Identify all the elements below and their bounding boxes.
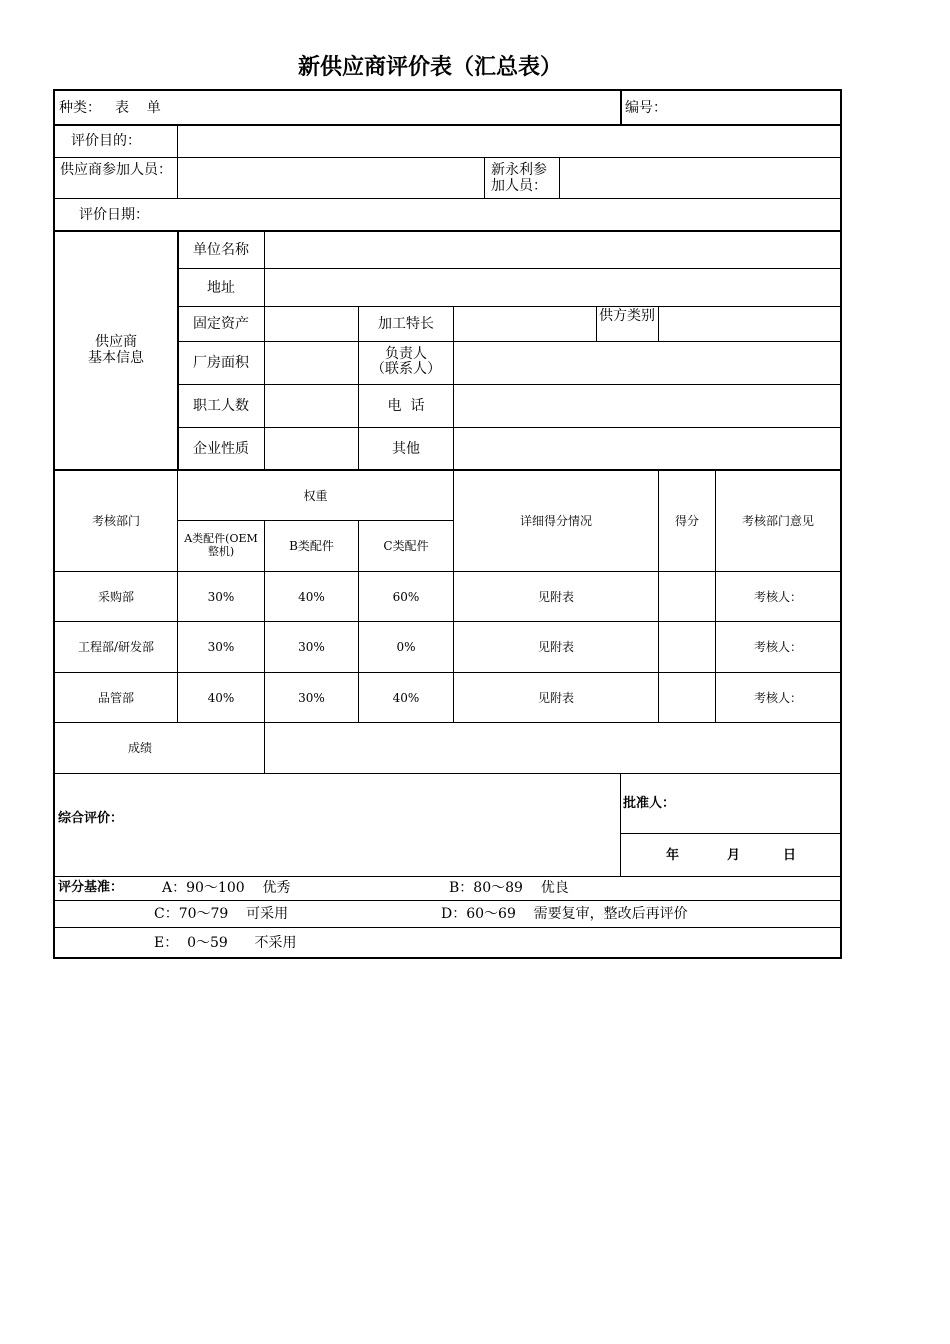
basic-info-section-label: 供应商 基本信息 <box>88 334 144 366</box>
col-b-header: B类配件 <box>289 539 334 553</box>
contact-person-label: 负责人 （联系人） <box>371 346 441 377</box>
date-day: 日 <box>783 848 797 863</box>
table-row-opinion: 考核人： <box>753 640 802 654</box>
dept-header: 考核部门 <box>91 514 140 528</box>
table-row-opinion: 考核人： <box>753 590 802 604</box>
date-month: 月 <box>727 848 741 863</box>
table-row-a: 30% <box>207 590 235 604</box>
evaluation-form <box>53 89 842 959</box>
result-label: 成绩 <box>127 741 152 755</box>
eval-date-label: 评价日期： <box>79 207 149 223</box>
other-label: 其他 <box>392 441 420 457</box>
table-row-detail: 见附表 <box>537 590 574 604</box>
fixed-assets-label: 固定资产 <box>193 316 249 332</box>
overall-label: 综合评价： <box>58 811 124 826</box>
processing-specialty-label: 加工特长 <box>378 316 434 332</box>
table-row-c: 0% <box>396 640 416 654</box>
number-label: 编号： <box>625 100 667 116</box>
detail-header: 详细得分情况 <box>519 514 592 528</box>
weight-header: 权重 <box>303 489 328 503</box>
table-row-b: 30% <box>298 640 325 654</box>
criteria-c: C：70～79 可采用 <box>154 906 289 922</box>
category-label: 种类： <box>59 100 101 116</box>
date-year: 年 <box>666 848 680 863</box>
approver-label: 批准人： <box>623 796 676 811</box>
table-row-c: 40% <box>392 691 420 705</box>
table-row-b: 30% <box>298 691 325 705</box>
criteria-a: A：90～100 优秀 <box>162 880 291 896</box>
opinion-header: 考核部门意见 <box>741 514 814 528</box>
criteria-e: E： 0～59 不采用 <box>154 935 297 951</box>
unit-name-label: 单位名称 <box>193 242 249 258</box>
supplier-type-label: 供方类别 <box>599 308 655 324</box>
table-row-dept: 工程部/研发部 <box>77 640 155 654</box>
score-header: 得分 <box>674 514 699 528</box>
address-label: 地址 <box>207 280 235 296</box>
employees-label: 职工人数 <box>193 398 249 414</box>
enterprise-nature-label: 企业性质 <box>193 441 249 457</box>
table-row-dept: 采购部 <box>97 590 134 604</box>
col-c-header: C类配件 <box>383 539 429 553</box>
col-a-header: A类配件(OEM整机) <box>184 532 258 558</box>
table-row-opinion: 考核人： <box>753 691 802 705</box>
purpose-label: 评价目的： <box>71 133 141 149</box>
table-row-a: 30% <box>207 640 235 654</box>
category-value: 表 单 <box>115 100 161 116</box>
company-participants-label: 新永利参加人员： <box>491 162 547 194</box>
plant-area-label: 厂房面积 <box>193 355 249 371</box>
criteria-label: 评分基准： <box>58 880 124 895</box>
table-row-a: 40% <box>207 691 235 705</box>
criteria-d: D：60～69 需要复审，整改后再评价 <box>441 906 688 922</box>
table-row-c: 60% <box>392 590 420 604</box>
table-row-dept: 品管部 <box>97 691 134 705</box>
table-row-detail: 见附表 <box>537 691 574 705</box>
supplier-participants-label: 供应商参加人员： <box>60 162 172 178</box>
page-title: 新供应商评价表（汇总表） <box>297 54 562 80</box>
criteria-b: B：80～89 优良 <box>449 880 569 896</box>
table-row-detail: 见附表 <box>537 640 574 654</box>
phone-label: 电 话 <box>387 398 425 414</box>
table-row-b: 40% <box>298 590 325 604</box>
